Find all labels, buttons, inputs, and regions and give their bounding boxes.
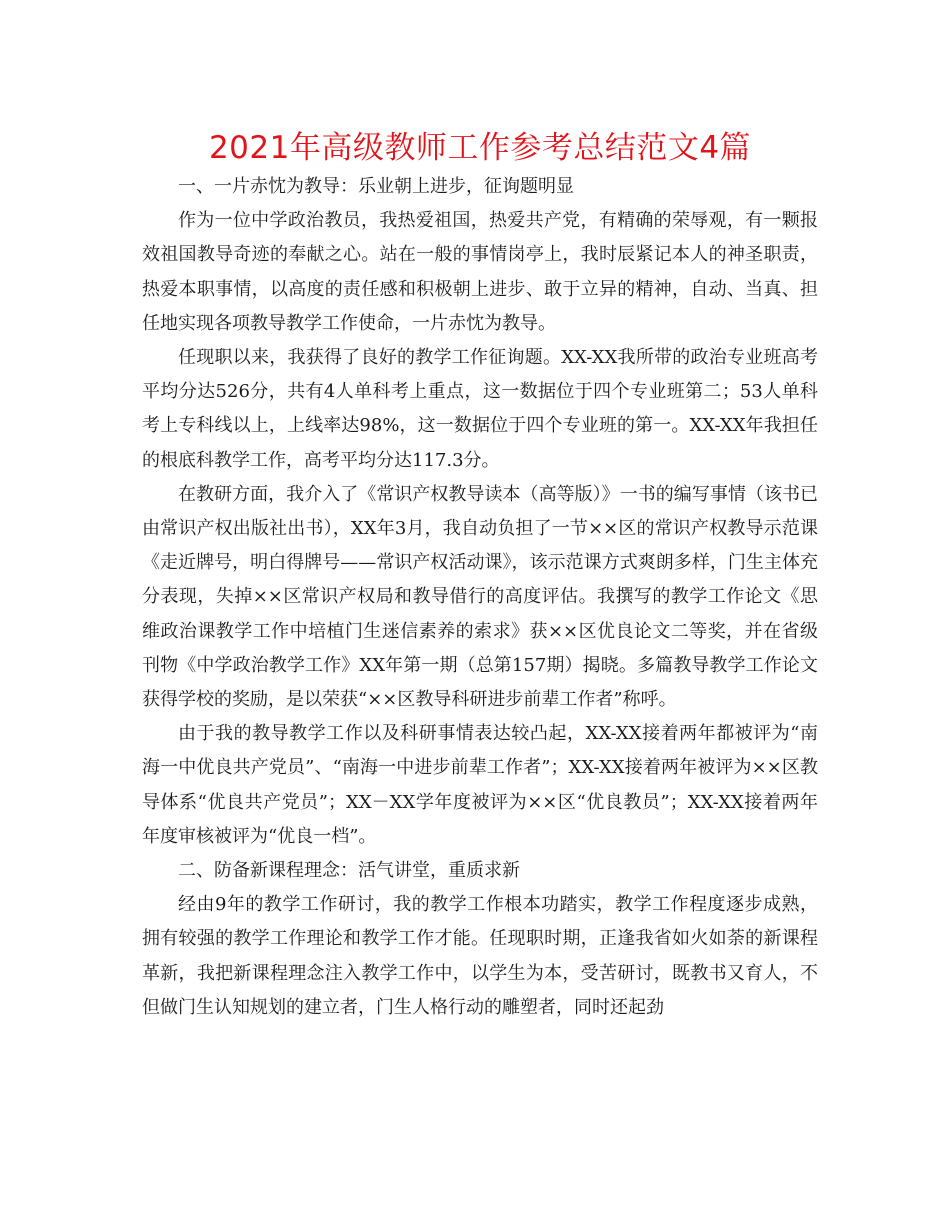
- section-2: [142, 854, 818, 1025]
- paragraph: 由于我的教导教学工作以及科研事情表达较凸起，XX-XX接着两年都被评为“南海一中优良共产党员”、“南海一中进步前辈工作者”；XX-XX接着两年被评为××区教导体系“优良共产党员”；XX－XX学年度被评为××区“优良教员”；XX-XX接着两年年度审核被评为“优良一档”。: [142, 723, 818, 847]
- paragraph: 在教研方面，我介入了《常识产权教导读本（高等版）》一书的编写事情（该书已由常识产权出版社出书），XX年3月，我自动负担了一节××区的常识产权教导示范课《走近牌号，明白得牌号——常识产权活动课》，该示范课方式爽朗多样，门生主体充分表现，失掉××区常识产权局和教导借行的高度评估。我撰写的教学工作论文《思维政治课教学工作中培植门生迷信素养的索求》获××区优良论文二等奖，并在省级刊物《中学政治教学工作》XX年第一期（总第157期）揭晓。多篇教导教学工作论文获得学校的奖励，是以荣获“××区教导科研进步前辈工作者”称呼。: [142, 483, 818, 711]
- paragraph: 任现职以来，我获得了良好的教学工作征询题。XX-XX我所带的政治专业班高考平均分达526分，共有4人单科考上重点，这一数据位于四个专业班第二；53人单科考上专科线以上，上线率达98%，这一数据位于四个专业班的第一。XX-XX年我担任的根底科教学工作，高考平均分达117.3分。: [142, 347, 818, 471]
- document-title: 2021年高级教师工作参考总结范文4篇: [208, 130, 752, 166]
- paragraph: 经由9年的教学工作研讨，我的教学工作根本功踏实，教学工作程度逐步成熟，拥有较强的教学工作理论和教学工作才能。任现职时期，正逢我省如火如荼的新课程革新，我把新课程理念注入教学工作中，以学生为本，受苦研讨，既教书又育人，不但做门生认知规划的建立者，门生人格行动的雕塑者，同时还起劲: [142, 894, 818, 1018]
- section-heading: 一、一片赤忱为教导：乐业朝上进步，征询题明显: [178, 176, 574, 197]
- paragraph: 作为一位中学政治教员，我热爱祖国，热爱共产党，有精确的荣辱观，有一颗报效祖国教导奇迹的奉献之心。站在一般的事情岗亭上，我时辰紧记本人的神圣职责，热爱本职事情，以高度的责任感和积极朝上进步、敢于立异的精神，自动、当真、担任地实现各项教导教学工作使命，一片赤忱为教导。: [142, 210, 818, 334]
- section-1: [142, 170, 818, 854]
- section-heading: 二、防备新课程理念：活气讲堂，重质求新: [178, 860, 520, 882]
